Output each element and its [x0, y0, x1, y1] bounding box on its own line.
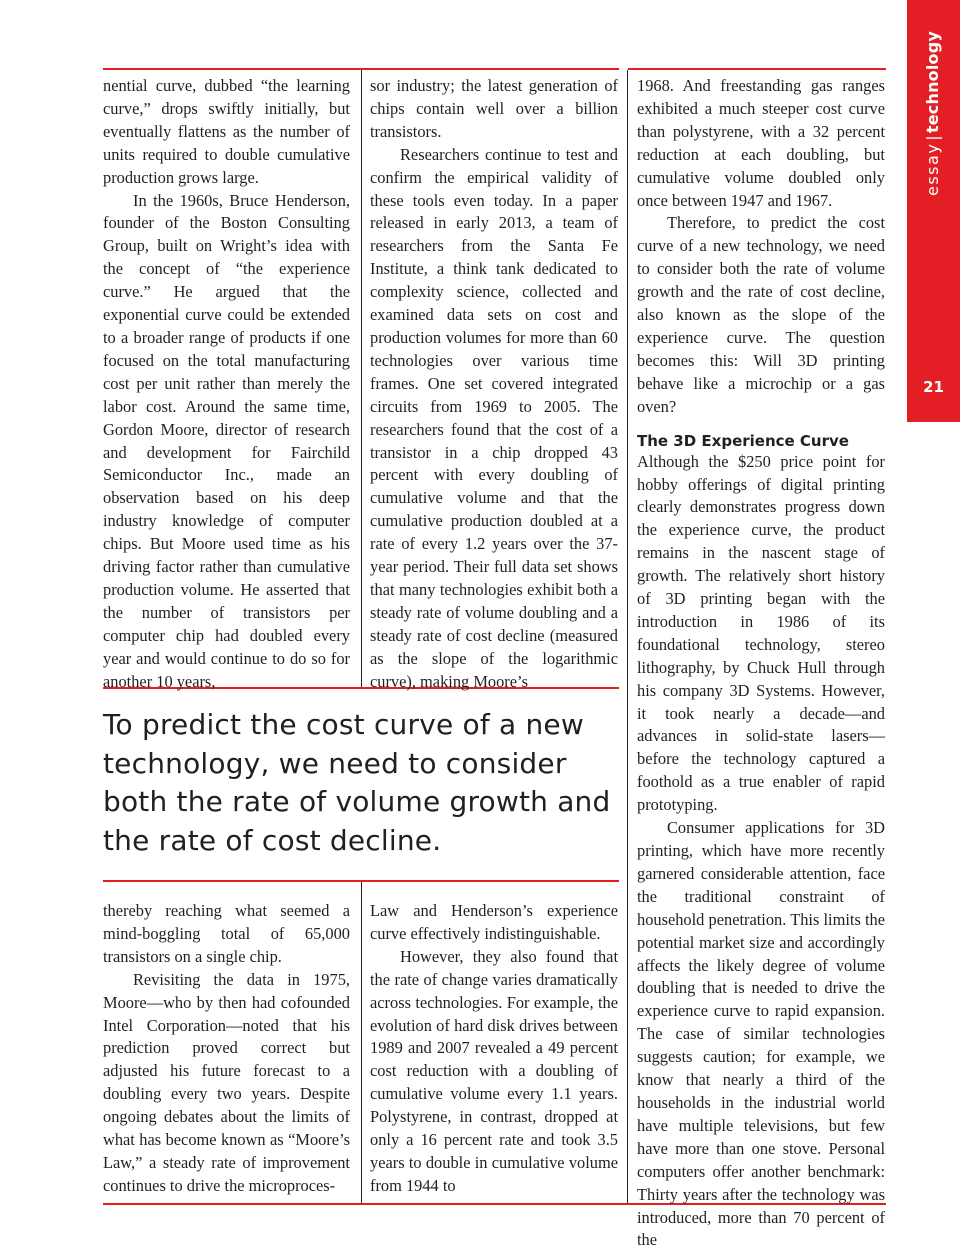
section-label-separator: | [923, 135, 942, 141]
column-divider-1-bottom [361, 882, 362, 1203]
paragraph: Although the $250 price point for hobby offerings of digital printing clearly demonstrates progress down the experience curve, the product remains in the nascent stage of growth. The relatively short history of 3D printing began with the introduction in 1986 of its foundational technology, stereo lithography, by Chuck Hull through his company 3D Systems. However, it took nearly a decade—and advances in solid-state lasers—before the technology captured a foothold as a true enabler of rapid prototyping. [637, 451, 885, 815]
section-label-technology: technology [923, 30, 942, 134]
paragraph: sor industry; the latest generation of chips contain well over a billion transistors. [370, 76, 618, 141]
section-label-essay: essay [923, 142, 942, 196]
pull-quote: To predict the cost curve of a new technology, we need to consider both the rate of volume growth and the rate of cost decline. [103, 708, 611, 857]
paragraph: 1968. And freestanding gas ranges exhibited a much steeper cost curve than polystyrene, with a 32 percent reduction at each doubling, but cumulative volume doubled only once between 1947 and 1967. [637, 76, 885, 210]
paragraph: In the 1960s, Bruce Henderson, founder of the Boston Consulting Group, built on Wright’s idea with the concept of “the experience curve.” He argued that the exponential curve could be extended to a broader range of products if one focused on the total manufacturing cost per unit rather than merely the labor cost. Around the same time, Gordon Moore, director of research and development for Fairchild Semiconductor Inc., made an observation based on his deep industry knowledge of computer chips. But Moore used time as his driving factor rather than cumulative production volume. He asserted that the number of transistors per computer chip had doubled every year and would continue to do so for another 10 years, [103, 190, 350, 691]
paragraph: Law and Henderson’s experience curve effectively indistinguishable. [370, 901, 618, 943]
rule-top-col3 [628, 68, 886, 70]
paragraph: Therefore, to predict the cost curve of a new technology, we need to consider both the rate of volume growth and the rate of cost decline, also known as the slope of the experience curve. The question becomes this: Will 3D printing behave like a microchip or a gas oven? [637, 213, 885, 416]
column-3 [637, 75, 885, 1250]
paragraph: Consumer applications for 3D printing, which have more recently garnered considerable attention, face the traditional constraint of household penetration. This limits the potential market size and accordingly affects the likely degree of volume doubling that is needed to drive the experience curve to rapid expansion. The case of similar technologies suggests caution; for example, we know that nearly a third of the households in the industrial world have multiple televisions, but few have more than one stove. Personal computers offer another benchmark: Thirty years after the technology was introduced, more than 70 percent of the [637, 818, 885, 1250]
paragraph: thereby reaching what seemed a mind-boggling total of 65,000 transistors on a single chip. [103, 901, 350, 966]
paragraph: nential curve, dubbed “the learning curve,” drops swiftly initially, but eventually flattens as the number of units required to double cumulative production grows large. [103, 76, 350, 187]
section-label [907, 0, 960, 200]
column-divider-2 [627, 70, 628, 1203]
paragraph: Revisiting the data in 1975, Moore—who by then had cofounded Intel Corporation—noted that his prediction proved correct but adjusted his future forecast to a doubling every two years. Despite ongoing debates about the limits of what has become known as “Moore’s Law,” a steady rate of improvement continues to drive the microproces- [103, 969, 350, 1195]
paragraph: Researchers continue to test and confirm the empirical validity of these tools even today. In a paper released in early 2013, a team of researchers from the Santa Fe Institute, a think tank dedicated to complexity science, collected and examined data sets on cost and production volumes for more than 60 technologies over various time frames. One set covered integrated circuits from 1969 to 2005. The researchers found that the cost of a transistor in a chip dropped 43 percent with every doubling of cumulative volume and that the cumulative production doubled at a rate of every 1.2 years over the 37-year period. Their full data set shows that many technologies exhibit both a steady rate of volume doubling and a steady rate of cost decline (measured as the slope of the logarithmic curve), making Moore’s [370, 144, 618, 691]
paragraph: However, they also found that the rate of change varies dramatically across technologies. For example, the evolution of hard disk drives between 1989 and 2007 revealed a 49 percent cost reduction with a doubling of cumulative volume every 1.1 years. Polystyrene, in contrast, dropped at only a 16 percent rate and took 3.5 years to double in cumulative volume from 1944 to [370, 946, 618, 1195]
column-2-bottom [370, 900, 618, 1200]
column-2-top [370, 75, 618, 691]
column-1-top [103, 75, 350, 691]
column-divider-1-top [361, 70, 362, 687]
page-number: 21 [923, 378, 944, 396]
subhead: The 3D Experience Curve [637, 431, 849, 450]
column-1-bottom [103, 900, 350, 1200]
